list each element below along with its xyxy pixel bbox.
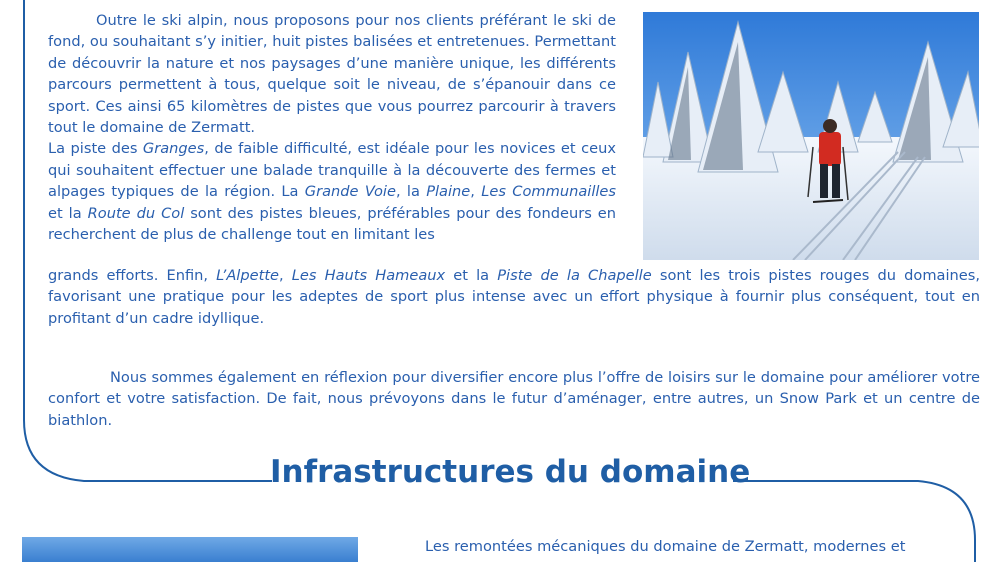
blue-gradient-image (22, 537, 358, 562)
text-run: , la (395, 183, 427, 201)
intro-paragraph-2-text (48, 267, 980, 327)
intro-paragraph-1 (48, 10, 616, 245)
section-paragraph-start: Les remontées mécaniques du domaine de Zermatt, modernes et (425, 538, 906, 555)
text-run: sont les trois pistes rouges du domaines, favorisant une pratique pour les adeptes de sport plus intense avec un effort physique à fournir plus conséquent, tout en profitant d’un cadre idyllique. (48, 267, 980, 327)
text-run: Outre le ski alpin, nous proposons pour nos clients préférant le ski de fond, ou souhaitant s’y initier, huit pistes balisées et entretenues. Permettant de découvrir la nature et nos paysages d’une manière unique, les différents parcours permettent à tous, quelque soit le niveau, de s’épanouir dans ce sport. Ces ainsi 65 kilomètres de pistes que vous pourrez parcourir à travers tout le domaine de Zermatt. (48, 12, 616, 137)
piste-name: L’Alpette (216, 267, 280, 284)
text-run: , (279, 267, 292, 284)
piste-name: Plaine (426, 183, 471, 201)
section-title: Infrastructures du domaine (270, 454, 751, 490)
piste-name: Piste de la Chapelle (497, 267, 652, 284)
intro-paragraph-2 (48, 265, 980, 329)
text-run: sont des pistes bleues, préférables pour des fondeurs en recherchent de plus de challenge tout en limitant les (48, 204, 617, 244)
text-run: , de faible difficulté, est idéale pour les novices et ceux qui souhaitent effectuer une balade tranquille à la découverte des fermes et alpages typiques de la région. La (48, 140, 616, 201)
text-run: et la (445, 267, 498, 284)
piste-name: Granges (142, 140, 205, 158)
piste-name: Route du Col (87, 204, 185, 222)
piste-name: Les Hauts Hameaux (291, 267, 446, 284)
text-run: La piste des (48, 140, 143, 158)
intro-paragraph-3-text: Nous sommes également en réflexion pour diversifier encore plus l’offre de loisirs sur le domaine pour améliorer votre confort et votre satisfaction. De fait, nous prévoyons dans le futur d’aménager, entre autres, un Snow Park et un centre de biathlon. (48, 369, 980, 429)
text-run: grands efforts. Enfin, (48, 267, 217, 284)
intro-paragraph-3 (48, 367, 980, 431)
piste-name: Les Communailles (481, 183, 617, 201)
piste-name: Grande Voie (304, 183, 396, 201)
text-run: et la (48, 204, 88, 222)
intro-paragraph-1-text (48, 12, 616, 243)
cross-country-ski-photo (643, 12, 979, 260)
text-run: , (470, 183, 482, 201)
